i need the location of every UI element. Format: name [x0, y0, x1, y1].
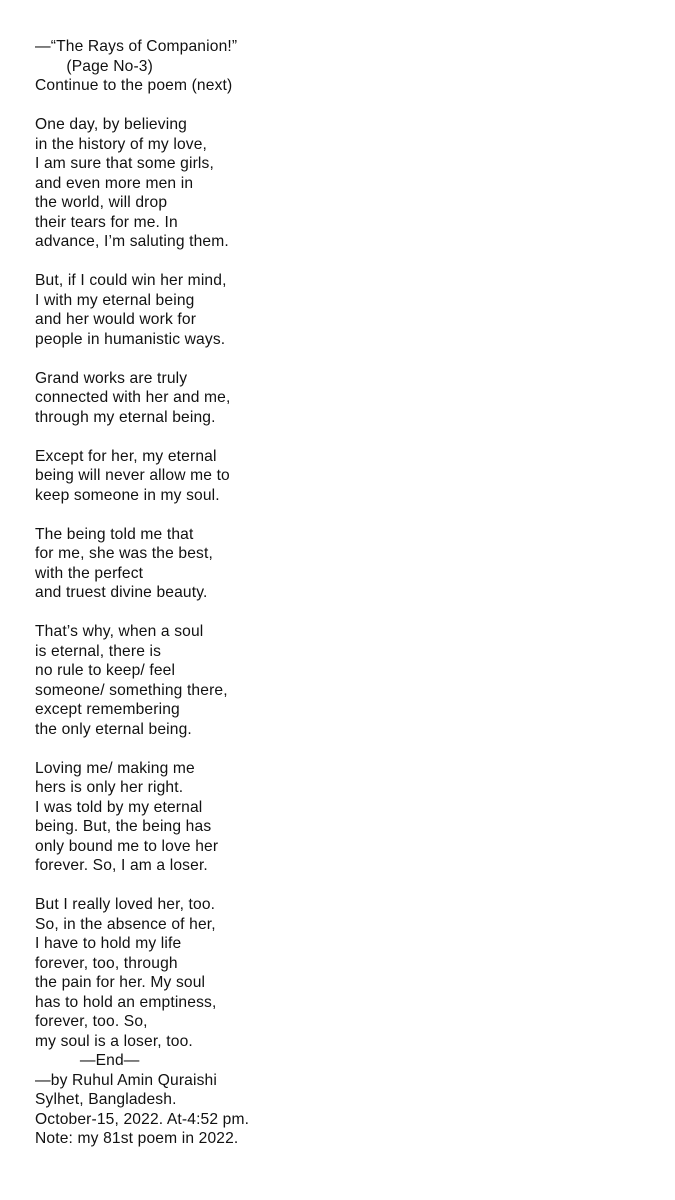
poem-line: keep someone in my soul.: [35, 486, 220, 504]
author-location: Sylhet, Bangladesh.: [35, 1091, 177, 1108]
poem-line: That’s why, when a soul: [35, 623, 204, 640]
poem-line: the pain for her. My soul: [35, 974, 206, 991]
stanza-7: [35, 759, 655, 876]
poem-line: except remembering: [35, 701, 180, 718]
poem-line: is eternal, there is: [35, 642, 162, 660]
poem-line: I with my eternal being: [35, 291, 195, 309]
poem-line: I was told by my eternal: [35, 798, 203, 816]
stanza-3: [35, 369, 655, 428]
poem-line: One day, by believing: [35, 116, 187, 133]
poem-line: my soul is a loser, too.: [35, 1032, 193, 1050]
poem-line: no rule to keep/ feel: [35, 662, 176, 679]
poem-line: and her would work for: [35, 311, 197, 328]
stanza-8-and-footer: [35, 895, 655, 1149]
poem-line: So, in the absence of her,: [35, 915, 216, 933]
stanza-2: [35, 271, 655, 349]
stanza-6: [35, 622, 655, 739]
poem-line: But, if I could win her mind,: [35, 272, 227, 289]
poem-line: being will never allow me to: [35, 467, 230, 484]
poem-line: someone/ something there,: [35, 681, 228, 699]
poem-line: The being told me that: [35, 525, 194, 543]
poem-line: the only eternal being.: [35, 720, 192, 738]
poem-line: with the perfect: [35, 564, 144, 582]
stanza-5: [35, 525, 655, 603]
poem-line: Except for her, my eternal: [35, 447, 217, 465]
poem-line: Loving me/ making me: [35, 759, 195, 777]
poem-line: for me, she was the best,: [35, 545, 213, 562]
poem-line: their tears for me. In: [35, 213, 178, 231]
poem-line: and truest divine beauty.: [35, 584, 208, 601]
poem-line: forever, too, through: [35, 954, 178, 972]
poem-line: people in humanistic ways.: [35, 330, 226, 348]
poem-line: I have to hold my life: [35, 935, 182, 952]
poem-note: Note: my 81st poem in 2022.: [35, 1130, 239, 1147]
poem-line: in the history of my love,: [35, 135, 208, 153]
poem-line: I am sure that some girls,: [35, 155, 214, 172]
poem-line: being. But, the being has: [35, 818, 212, 835]
poem-line: But I really loved her, too.: [35, 896, 216, 913]
author-byline: —by Ruhul Amin Quraishi: [35, 1071, 217, 1089]
poem-document: [35, 37, 655, 1149]
end-mark: —End—: [35, 1052, 140, 1069]
poem-line: only bound me to love her: [35, 837, 219, 855]
poem-line: has to hold an emptiness,: [35, 993, 217, 1011]
poem-line: advance, I’m saluting them.: [35, 233, 229, 250]
poem-line: the world, will drop: [35, 194, 168, 211]
poem-line: Grand works are truly: [35, 369, 188, 387]
poem-line: and even more men in: [35, 174, 194, 192]
poem-header: [35, 37, 655, 96]
page-number: (Page No-3): [35, 57, 153, 75]
poem-line: through my eternal being.: [35, 408, 216, 426]
stanza-1: [35, 115, 655, 252]
poem-title: —“The Rays of Companion!”: [35, 38, 238, 55]
poem-line: forever, too. So,: [35, 1013, 148, 1030]
stanza-4: [35, 447, 655, 506]
date-time: October-15, 2022. At-4:52 pm.: [35, 1110, 250, 1128]
poem-line: hers is only her right.: [35, 779, 184, 796]
poem-line: forever. So, I am a loser.: [35, 857, 208, 874]
poem-line: connected with her and me,: [35, 389, 231, 406]
continue-note: Continue to the poem (next): [35, 77, 233, 94]
